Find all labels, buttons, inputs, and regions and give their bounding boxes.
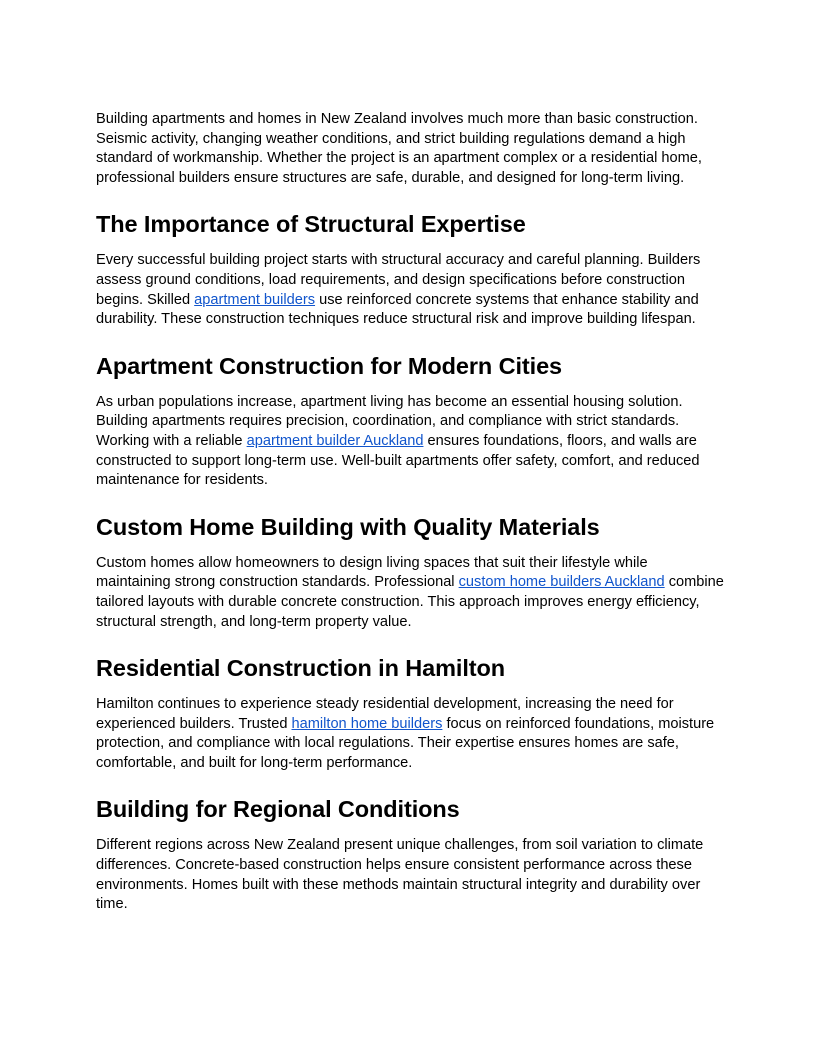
paragraph-text: focus on reinforced foundations, moisture protection, and compliance with local regulations. Their expertise ensures homes are safe, comfortable, and built for long-term performance. xyxy=(96,715,715,771)
section-heading-residential-hamilton: Residential Construction in Hamilton xyxy=(96,655,505,682)
section-paragraph-apartment-construction xyxy=(96,393,726,491)
paragraph-text: Custom homes allow homeowners to design living spaces that suit their lifestyle while maintaining strong construction standards. Professional xyxy=(96,554,648,591)
document-page xyxy=(96,110,726,915)
section-paragraph-residential-hamilton xyxy=(96,695,726,773)
paragraph-text: Hamilton continues to experience steady residential development, increasing the need for experienced builders. Trusted xyxy=(96,696,674,732)
section-paragraph-structural-expertise xyxy=(96,251,726,329)
link-apartment-builders[interactable]: apartment builders xyxy=(194,291,316,308)
link-custom-home-builders-auckland[interactable]: custom home builders Auckland xyxy=(458,574,665,591)
intro-paragraph: Building apartments and homes in New Zealand involves much more than basic construction. Seismic activity, changing weather conditions, and strict building regulations demand a high standard of workmanship. Whether the project is an apartment complex or a residential home, professional builders ensure structures are safe, durable, and designed for long-term living. xyxy=(96,111,702,186)
paragraph-text: use reinforced concrete systems that enhance stability and durability. These construction techniques reduce structural risk and improve building lifespan. xyxy=(96,291,699,328)
section-heading-structural-expertise: The Importance of Structural Expertise xyxy=(96,211,526,238)
section-paragraph-custom-home-building xyxy=(96,554,726,632)
paragraph-text: ensures foundations, floors, and walls are constructed to support long-term use. Well-built apartments offer safety, comfort, and reduced maintenance for residents. xyxy=(96,432,700,489)
link-apartment-builder-auckland[interactable]: apartment builder Auckland xyxy=(246,432,424,449)
section-heading-apartment-construction: Apartment Construction for Modern Cities xyxy=(96,352,563,379)
link-hamilton-home-builders[interactable]: hamilton home builders xyxy=(291,715,443,732)
section-heading-custom-home-building: Custom Home Building with Quality Materials xyxy=(96,513,600,540)
paragraph-text: Every successful building project starts with structural accuracy and careful planning. Builders assess ground conditions, load requirements, and design specifications before construction begins. Skilled xyxy=(96,252,701,308)
paragraph-text: combine tailored layouts with durable concrete construction. This approach improves energy efficiency, structural strength, and long-term property value. xyxy=(96,574,724,630)
section-heading-regional-conditions: Building for Regional Conditions xyxy=(96,796,460,823)
section-paragraph-regional-conditions: Different regions across New Zealand present unique challenges, from soil variation to climate differences. Concrete-based construction helps ensure consistent performance across these environments. Homes built with these methods maintain structural integrity and durability over time. xyxy=(96,837,704,913)
paragraph-text: As urban populations increase, apartment living has become an essential housing solution. Building apartments requires precision, coordination, and compliance with strict standards. Working with a reliable xyxy=(96,393,683,449)
